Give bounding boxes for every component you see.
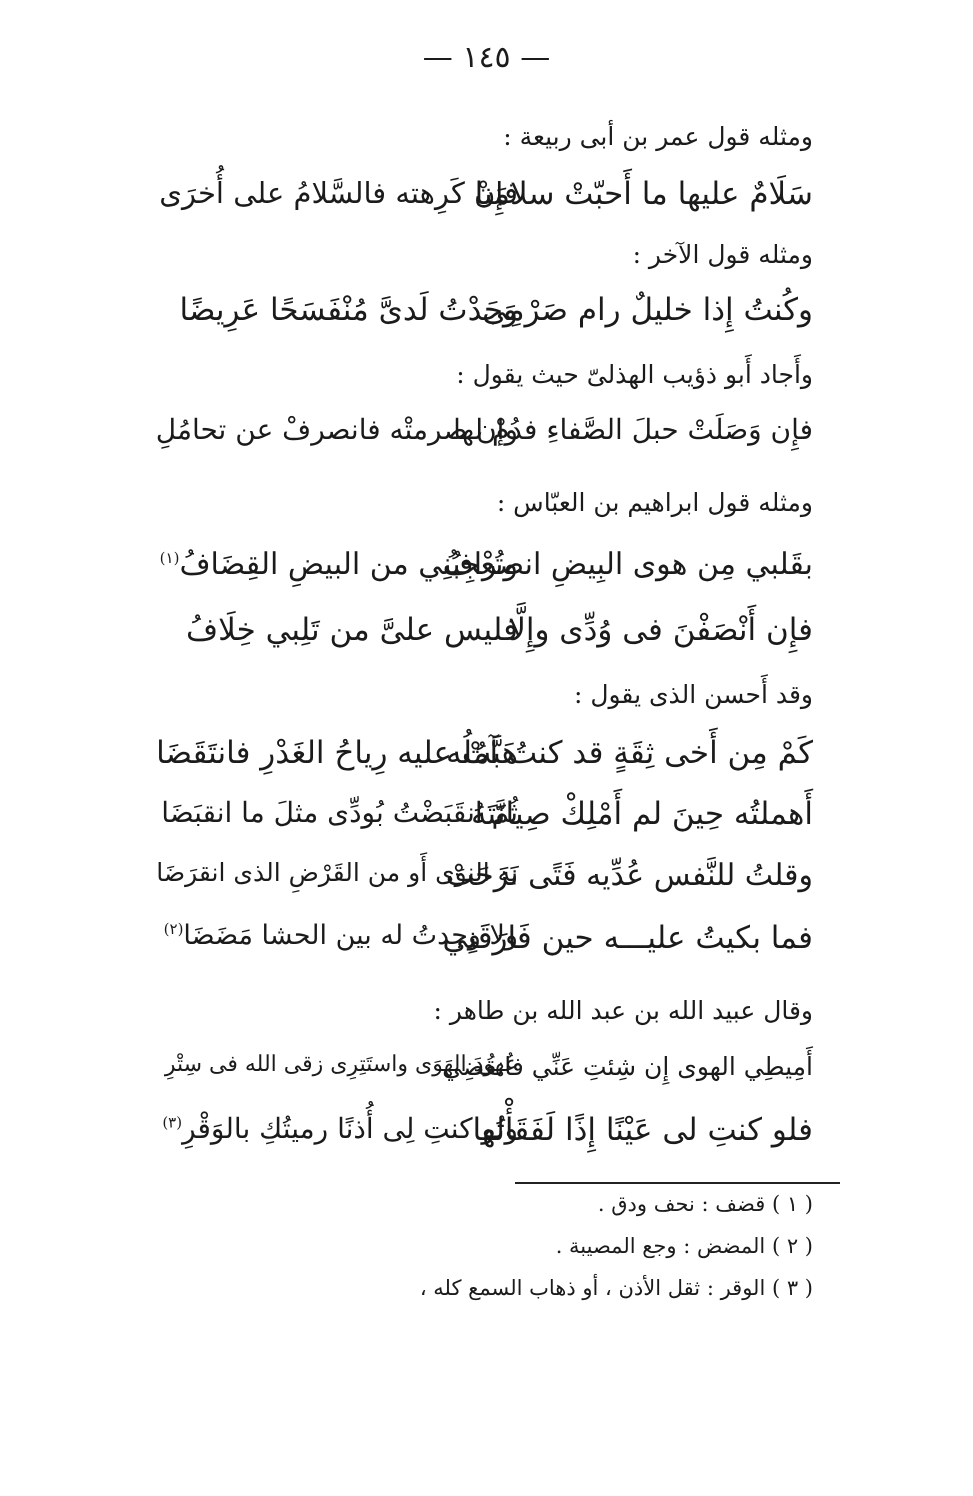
verse-second-hemistich	[153, 547, 518, 582]
footnote-number: ( ١ )	[771, 1192, 813, 1216]
footnote-marker: (٢)	[163, 920, 184, 938]
verse-first-hemistich: كَمْ مِن أَخى ثِقَةٍ قد كنتُ آمُلُه	[445, 735, 813, 771]
verse-first-hemistich: سَلَامٌ عليها ما أَحبّتْ سلامَنا	[474, 176, 813, 212]
verse-first-hemistich: وكُنتُ إِذا خليلٌ رام صَرْمِى	[482, 292, 813, 328]
footnote-marker: (١)	[159, 549, 180, 567]
footnote-marker: (٣)	[162, 1113, 183, 1132]
footnote	[420, 1276, 813, 1300]
poem-intro: ومثله قول عمر بن أبى ربيعة :	[503, 122, 813, 151]
footnote	[598, 1192, 813, 1216]
verse-first-hemistich: فما بكيتُ عليـــه حين فَارَقَنِي	[442, 920, 813, 956]
verse-text: وتُعْجِبُنِي من البيضِ القِضَافُ	[179, 547, 518, 582]
footnote-text: قضف : نحف ودق .	[597, 1192, 766, 1216]
verse-first-hemistich: أَمِيطِي الهوى إِن شِئتِ عَنِّي فانقُضِي	[442, 1052, 813, 1081]
footnote	[556, 1234, 813, 1258]
verse-first-hemistich: وقلتُ للنَّفس عُدِّيه فَتًى نَزَحَتْ	[445, 858, 813, 893]
page-number: — ١٤٥ —	[422, 40, 551, 75]
verse-second-hemistich: وَجَدْتُ لَدىَّ مُنْفَسَحًا عَرِيضًا	[179, 292, 518, 328]
verse-second-hemistich: به النوَى أَو من القَرْضِ الذى انقرَضَا	[156, 858, 518, 887]
footnote-divider	[515, 1182, 840, 1184]
verse-first-hemistich: أَهملتُه حِينَ لم أَمْلِكْ صِيانَتَهُ	[470, 796, 813, 832]
poem-intro: وقد أَحسن الذى يقول :	[573, 680, 813, 709]
verse-first-hemistich: فإِن أَنْصَفْنَ فى وُدِّى وإِلَّا	[508, 612, 813, 648]
footnote-text: الوقر : ثقل الأذن ، أو ذهاب السمع كله ،	[419, 1276, 766, 1300]
verse-first-hemistich: بقَلبي مِن هوى البِيضِ انصرافُ	[442, 547, 813, 582]
poem-intro: ومثله قول الآخر :	[632, 240, 813, 269]
poem-intro: ومثله قول ابراهيم بن العبّاس :	[496, 488, 813, 517]
verse-second-hemistich: عُهودَ الهَوَى واستَتِرِى زقى الله فى سِتْرِ	[164, 1052, 518, 1077]
verse-first-hemistich: فلو كنتِ لى عَيْنًا إِذًا لَفَقَأْتُها	[472, 1112, 813, 1148]
verse-text: ولو كنتِ لِى أُذنًا رميتُكِ بالوَقْرِ	[182, 1112, 518, 1145]
verse-second-hemistich: ثُمَّ انقَبَضْتُ بُودِّى مثلَ ما انقبَضَا	[161, 796, 518, 829]
verse-second-hemistich	[153, 1112, 518, 1145]
footnote-number: ( ٣ )	[771, 1276, 813, 1300]
verse-text: ولا وجدتُ له بين الحشا مَضَضَا	[183, 920, 518, 951]
verse-second-hemistich	[153, 920, 518, 951]
poem-intro: وأَجاد أَبو ذؤيب الهذلىّ حيث يقول :	[456, 360, 813, 389]
verse-first-hemistich: فإِن وَصَلَتْ حبلَ الصَّفاءِ فدُمْ لها	[453, 413, 813, 446]
verse-second-hemistich: هَبَّتْ عليه رِياحُ الغَدْرِ فانتَقَضَا	[156, 735, 518, 771]
verse-second-hemistich: فإِنْ كَرِهته فالسَّلامُ على أُخرَى	[159, 176, 518, 210]
footnote-number: ( ٢ )	[771, 1234, 813, 1258]
verse-second-hemistich: وإن صرمتْه فانصرفْ عن تحامُلِ	[155, 413, 518, 446]
poem-intro: وقال عبيد الله بن عبد الله بن طاهر :	[433, 996, 813, 1025]
footnote-text: المضض : وجع المصيبة .	[555, 1234, 766, 1258]
verse-second-hemistich: فليس علىَّ من تَلِبي خِلَافُ	[185, 612, 518, 648]
